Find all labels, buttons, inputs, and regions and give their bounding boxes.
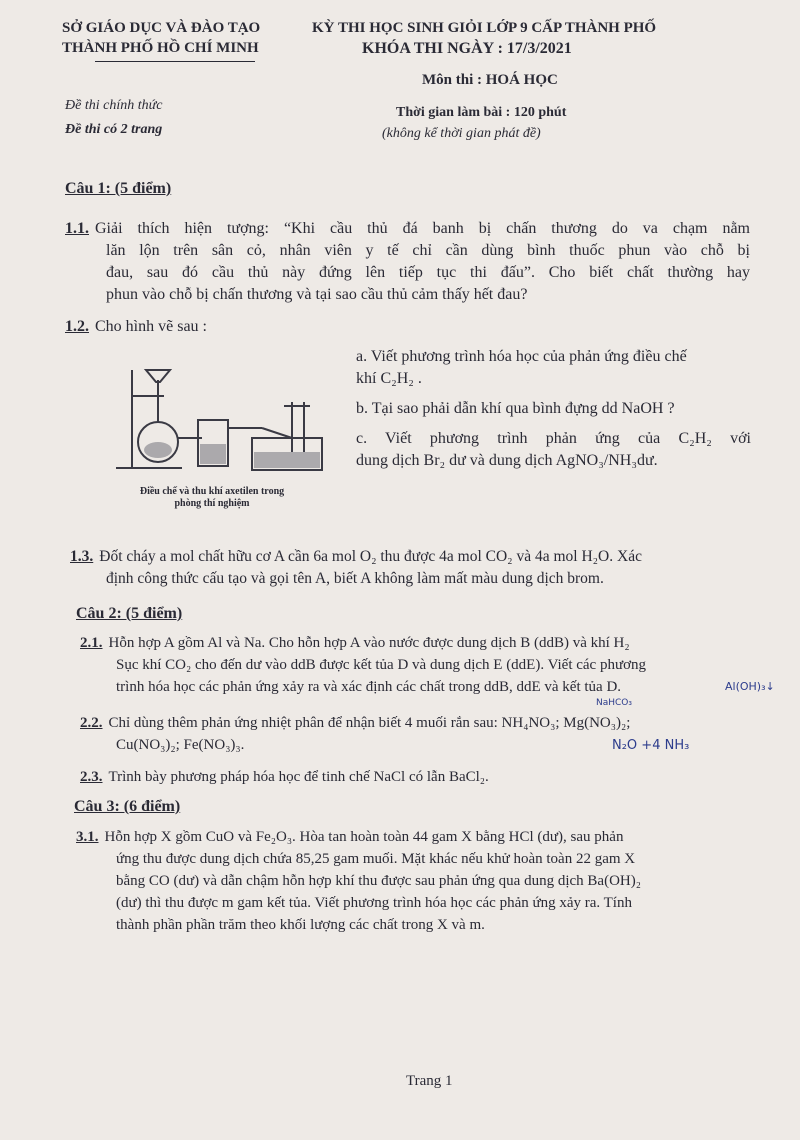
- acetylene-apparatus-diagram: [112, 360, 332, 480]
- paragraph-line: trình hóa học các phản ứng xảy ra và xác định các chất trong ddB, ddE và kết tủa D.: [116, 679, 622, 695]
- paragraph-line: ứng thu được dung dịch chứa 85,25 gam muối. Mặt khác nếu khử hoàn toàn 22 gam X: [116, 851, 636, 867]
- paragraph-number: 1.1.: [65, 220, 89, 237]
- city-name: THÀNH PHỐ HỒ CHÍ MINH: [62, 40, 259, 56]
- paragraph-line: phun vào chỗ bị chấn thương và tại sao cầu thủ cảm thấy hết đau?: [106, 286, 528, 303]
- paragraph-number: 2.3.: [80, 769, 103, 785]
- paragraph-line: c. Viết phương trình phản ứng của C₂H₂ với: [356, 430, 751, 447]
- paragraph-line: (dư) thì thu được m gam kết tủa. Viết phương trình hóa học các phản ứng xảy ra. Tính: [116, 895, 632, 911]
- paragraph-line: thành phần phần trăm theo khối lượng các chất trong X và m.: [116, 917, 485, 933]
- paragraph-line: a. Viết phương trình hóa học của phản ứng điều chế: [356, 348, 687, 365]
- caption-line: Điều chế và thu khí axetilen trong: [139, 486, 285, 497]
- paragraph-number: 3.1.: [76, 829, 99, 845]
- paragraph-3-1: [76, 826, 776, 936]
- diagram-caption: [112, 486, 312, 510]
- paragraph-line: Giải thích hiện tượng: “Khi cầu thủ đá banh bị chấn thương do va chạm nằm: [95, 220, 750, 237]
- paragraph-line: Hỗn hợp A gồm Al và Na. Cho hỗn hợp A vào nước được dung dịch B (ddB) và khí H₂: [108, 635, 630, 651]
- paragraph-1-1-cont: [106, 240, 750, 306]
- paragraph-line: Sục khí CO₂ cho đến dư vào ddB được kết tủa D và dung dịch E (ddE). Viết các phương: [116, 657, 647, 673]
- paragraph-line: khí C₂H₂ .: [356, 370, 422, 387]
- question-3-title: [74, 798, 180, 816]
- question-1-2-a: [356, 346, 751, 390]
- dept-name: SỞ GIÁO DỤC VÀ ĐÀO TẠO: [62, 20, 261, 36]
- paragraph-line: Hỗn hợp X gồm CuO và Fe₂O₃. Hòa tan hoàn toàn 44 gam X bằng HCl (dư), sau phản: [104, 829, 624, 845]
- question-1-2-b: [356, 398, 751, 420]
- paragraph-line: b. Tại sao phải dẫn khí qua bình đựng dd NaOH ?: [356, 400, 675, 417]
- paragraph-2-1: [80, 632, 770, 698]
- page-count-label: Đề thi có 2 trang: [65, 122, 163, 137]
- paragraph-number: 1.2.: [65, 318, 89, 335]
- caption-line: phòng thí nghiệm: [174, 498, 250, 509]
- paragraph-line: Cu(NO₃)₂; Fe(NO₃)₃.: [116, 737, 245, 753]
- page-number: Trang 1: [406, 1073, 453, 1089]
- exam-date: KHÓA THI NGÀY : 17/3/2021: [362, 40, 572, 57]
- question-2-heading: Câu 2: (5 điểm): [76, 605, 183, 622]
- handwritten-note-n2o: N₂O +4 NH₃: [612, 738, 690, 753]
- paragraph-line: Chỉ dùng thêm phản ứng nhiệt phân để nhận biết 4 muối rắn sau: NH₄NO₃; Mg(NO₃)₂;: [108, 715, 631, 731]
- paragraph-line: lăn lộn trên sân cỏ, nhân viên y tế chỉ cần dùng bình thuốc phun vào chỗ bị: [106, 242, 750, 259]
- paragraph-number: 2.1.: [80, 635, 103, 651]
- exam-duration: Thời gian làm bài : 120 phút: [396, 105, 567, 120]
- exam-subject: Môn thi : HOÁ HỌC: [422, 72, 558, 88]
- question-1-2-c: [356, 428, 751, 472]
- question-1-heading: Câu 1: (5 điểm): [65, 180, 172, 197]
- paragraph-1-3: [70, 546, 760, 590]
- paragraph-line: Cho hình vẽ sau :: [95, 318, 207, 335]
- paragraph-line: bằng CO (dư) và dẫn chậm hỗn hợp khí thu được sau phản ứng qua dung dịch Ba(OH)₂: [116, 873, 641, 889]
- paragraph-line: dung dịch Br₂ dư và dung dịch AgNO₃/NH₃dư.: [356, 452, 658, 469]
- question-3-heading: Câu 3: (6 điểm): [74, 798, 181, 815]
- paragraph-line: Đốt cháy a mol chất hữu cơ A cần 6a mol O₂ thu được 4a mol CO₂ và 4a mol H₂O. Xác: [99, 548, 642, 565]
- paragraph-2-3: [80, 766, 770, 788]
- paragraph-line: Trình bày phương pháp hóa học để tinh chế NaCl có lẫn BaCl₂.: [108, 769, 489, 785]
- paragraph-line: định công thức cấu tạo và gọi tên A, biết A không làm mất màu dung dịch brom.: [106, 570, 604, 587]
- official-label: Đề thi chính thức: [65, 98, 163, 113]
- header-underline: [95, 61, 255, 62]
- question-1-title: [65, 180, 171, 198]
- paragraph-number: 2.2.: [80, 715, 103, 731]
- paragraph-line: đau, sau đó cầu thủ này đứng lên tiếp tục thi đấu”. Cho biết chất thường hay: [106, 264, 750, 281]
- handwritten-note-al-oh: Al(OH)₃↓: [725, 680, 775, 693]
- duration-note: (không kể thời gian phát đề): [382, 126, 541, 141]
- paragraph-1-2-intro: [65, 316, 207, 338]
- exam-title: KỲ THI HỌC SINH GIỎI LỚP 9 CẤP THÀNH PHỐ: [312, 20, 657, 36]
- paragraph-number: 1.3.: [70, 548, 94, 565]
- paragraph-1-1: [65, 218, 750, 240]
- question-2-title: [76, 605, 182, 623]
- handwritten-note-nahco3: NaHCO₃: [596, 698, 632, 708]
